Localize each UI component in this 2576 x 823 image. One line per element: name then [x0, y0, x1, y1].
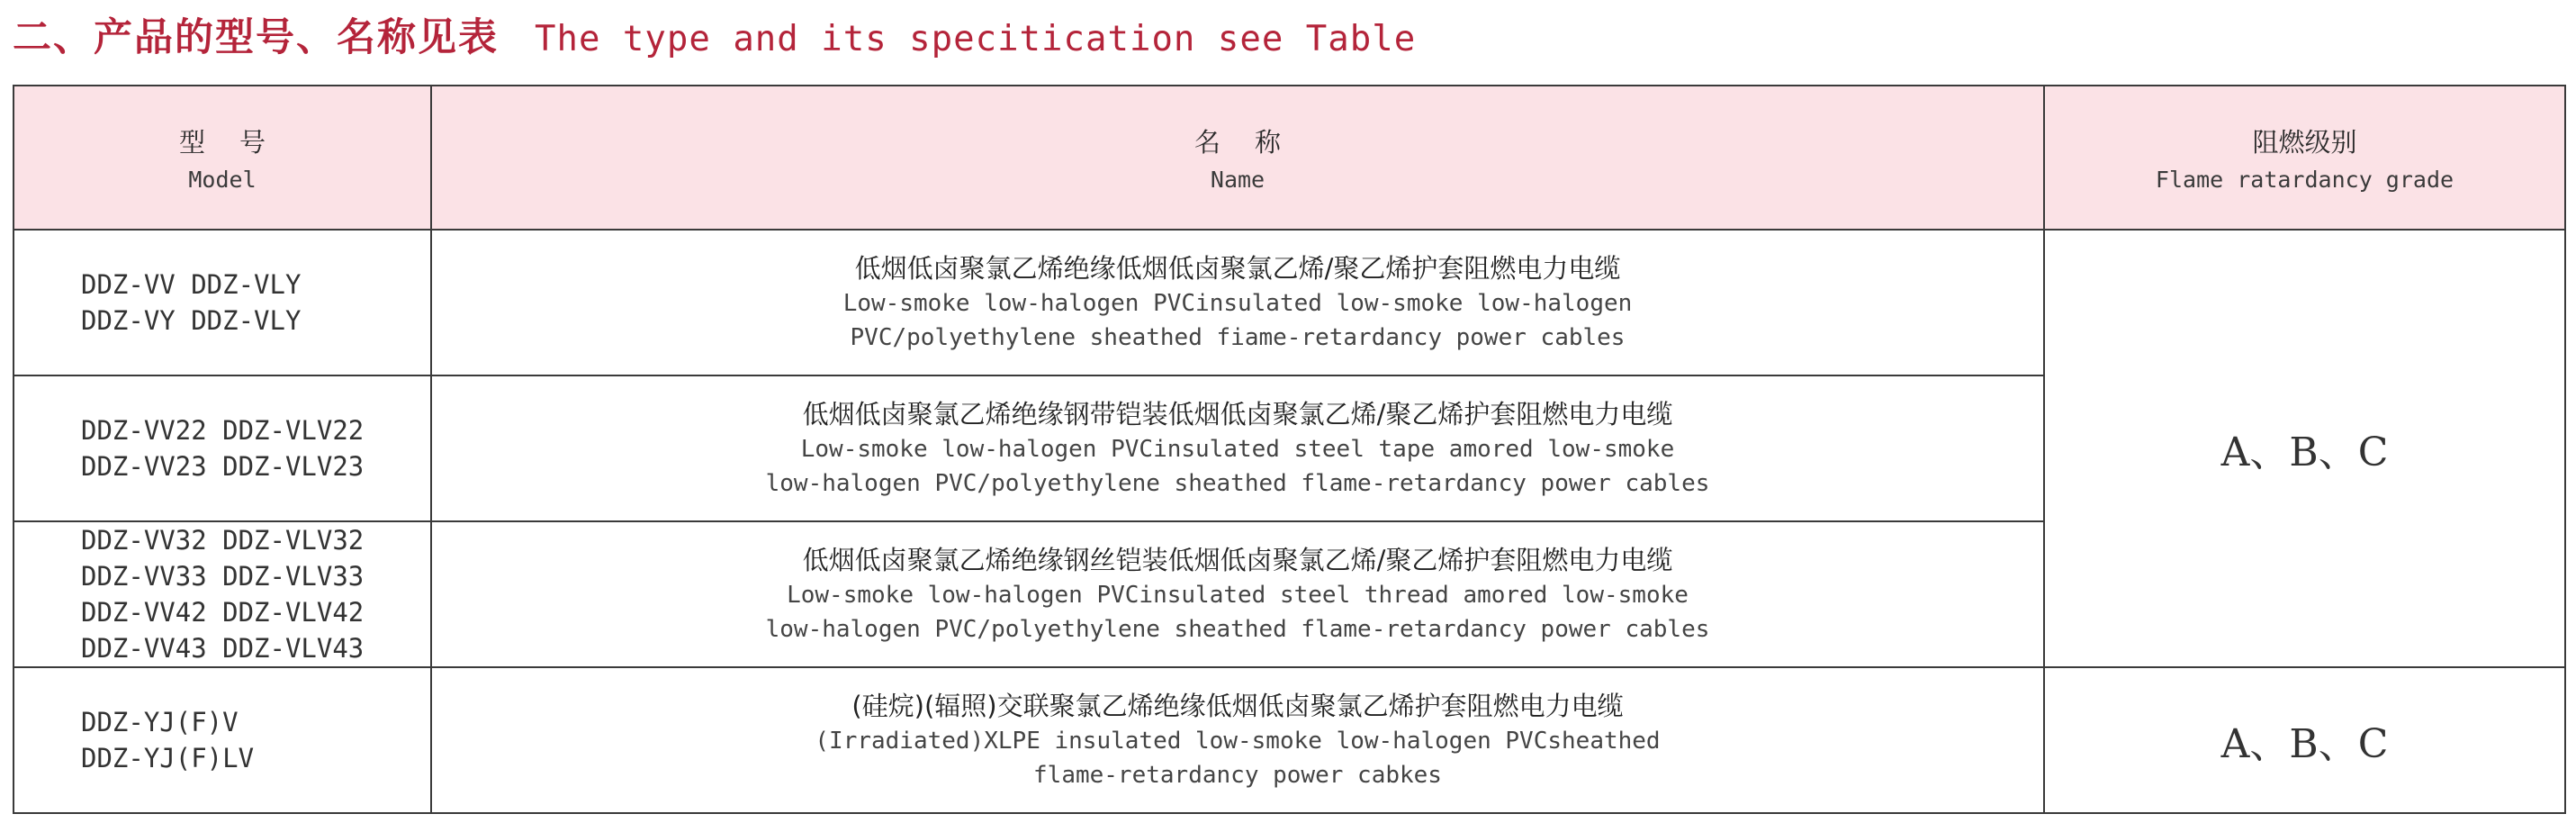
model-cell — [14, 667, 431, 813]
name-cn: 低烟低卤聚氯乙烯绝缘钢带铠装低烟低卤聚氯乙烯/聚乙烯护套阻燃电力电缆 — [802, 399, 1673, 430]
table-row — [14, 230, 2565, 375]
name-en-line: flame-retardancy power cabkes — [1033, 762, 1442, 789]
model-item: DDZ-VV23 DDZ-VLV23 — [81, 451, 365, 482]
name-en-line: Low-smoke low-halogen PVCinsulated low-smoke low-halogen — [842, 290, 1633, 317]
name-en-line: low-halogen PVC/polyethylene sheathed flame-retardancy power cables — [765, 470, 1710, 497]
name-cn: 低烟低卤聚氯乙烯绝缘低烟低卤聚氯乙烯/聚乙烯护套阻燃电力电缆 — [854, 253, 1621, 284]
model-cell — [14, 375, 431, 521]
header-name — [431, 86, 2044, 230]
model-item: DDZ-VV DDZ-VLY — [81, 269, 302, 300]
page-title — [13, 7, 1416, 59]
header-grade-cn: 阻燃级别 — [2252, 127, 2357, 158]
header-name-en: Name — [1210, 167, 1265, 193]
model-name-table — [13, 85, 2566, 814]
model-cell — [14, 521, 431, 667]
model-item: DDZ-VV42 DDZ-VLV42 — [81, 597, 365, 628]
name-cell — [431, 667, 2044, 813]
title-english: The type and its specitication see Table — [535, 19, 1417, 59]
name-en-line: PVC/polyethylene sheathed fiame-retardancy power cables — [850, 324, 1626, 351]
grade-cell: A、B、C — [2044, 230, 2565, 667]
name-cell — [431, 375, 2044, 521]
name-cell — [431, 230, 2044, 375]
title-chinese: 二、产品的型号、名称见表 — [13, 15, 499, 60]
header-model — [14, 86, 431, 230]
table-row — [14, 667, 2565, 813]
name-cell — [431, 521, 2044, 667]
header-model-cn: 型号 — [178, 127, 300, 158]
header-grade-en: Flame ratardancy grade — [2155, 167, 2454, 193]
name-en-line: (Irradiated)XLPE insulated low-smoke low-halogen PVCsheathed — [815, 728, 1661, 755]
header-grade — [2044, 86, 2565, 230]
name-en-line: Low-smoke low-halogen PVCinsulated steel tape amored low-smoke — [800, 436, 1675, 463]
grade-cell: A、B、C — [2044, 667, 2565, 813]
name-cn: 低烟低卤聚氯乙烯绝缘钢丝铠装低烟低卤聚氯乙烯/聚乙烯护套阻燃电力电缆 — [802, 545, 1673, 575]
model-item: DDZ-YJ(F)V — [81, 707, 239, 737]
model-item: DDZ-VY DDZ-VLY — [81, 305, 302, 336]
model-item: DDZ-YJ(F)LV — [81, 743, 255, 773]
header-model-en: Model — [188, 167, 257, 193]
table-header-row — [14, 86, 2565, 230]
name-en-line: low-halogen PVC/polyethylene sheathed flame-retardancy power cables — [765, 616, 1710, 643]
name-en-line: Low-smoke low-halogen PVCinsulated steel thread amored low-smoke — [787, 582, 1689, 609]
model-cell — [14, 230, 431, 375]
model-item: DDZ-VV32 DDZ-VLV32 — [81, 525, 365, 556]
name-cn: (硅烷)(辐照)交联聚氯乙烯绝缘低烟低卤聚氯乙烯护套阻燃电力电缆 — [851, 691, 1624, 721]
model-item: DDZ-VV33 DDZ-VLV33 — [81, 561, 365, 592]
model-item: DDZ-VV43 DDZ-VLV43 — [81, 633, 365, 664]
model-item: DDZ-VV22 DDZ-VLV22 — [81, 415, 365, 446]
header-name-cn: 名称 — [1193, 127, 1315, 158]
